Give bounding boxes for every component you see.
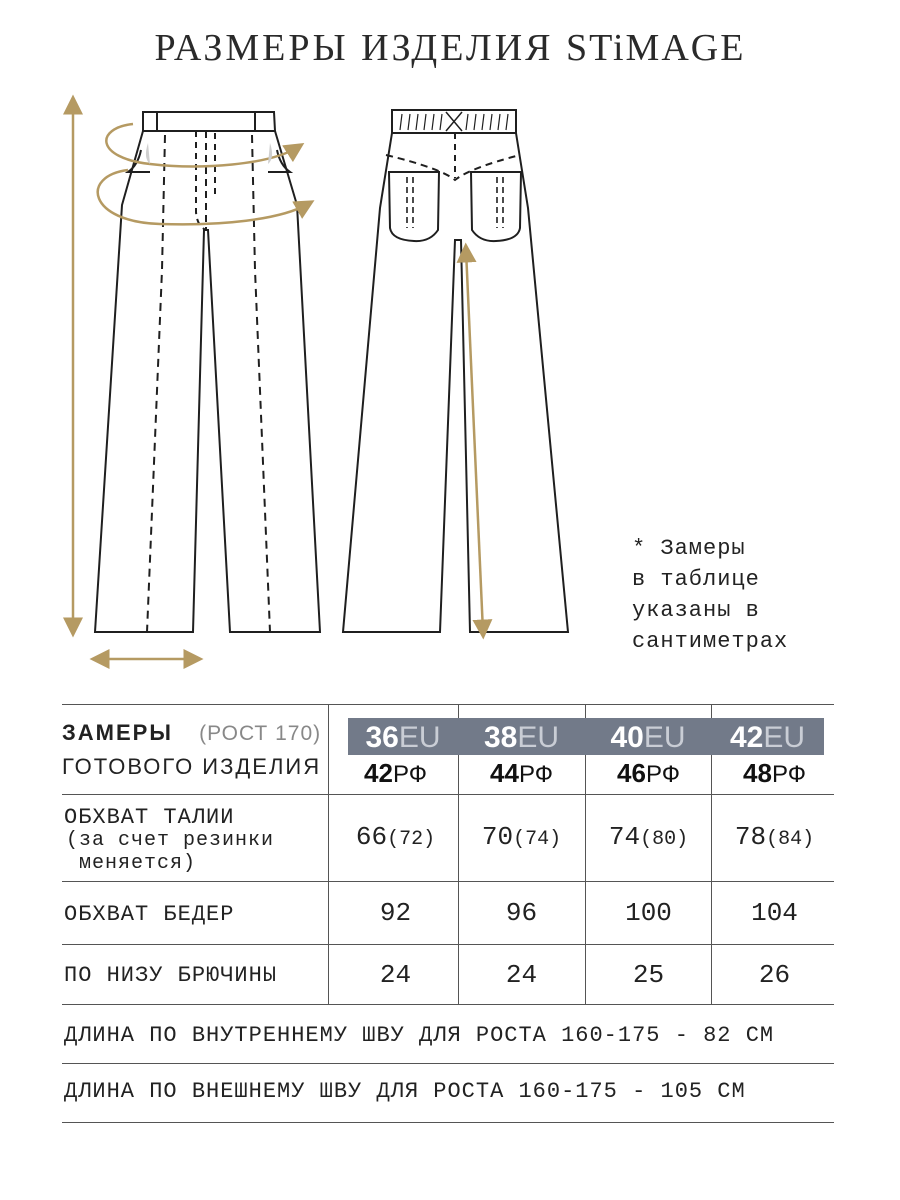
table-divider: [62, 704, 834, 705]
outseam-length-note: ДЛИНА ПО ВНЕШНЕМУ ШВУ ДЛЯ РОСТА 160-175 - 105 СМ: [64, 1079, 746, 1104]
table-cell: 104: [751, 898, 798, 928]
table-cell: 24: [379, 960, 412, 990]
table-cell: 100: [625, 898, 672, 928]
eu-suffix: EU: [517, 721, 560, 754]
rf-size: 46: [617, 758, 646, 788]
table-cell: [333, 822, 458, 852]
measurement-note: [632, 533, 788, 657]
front-measure-arrows: [73, 102, 308, 659]
value-alt: (84): [766, 828, 815, 851]
table-cell: [586, 822, 711, 852]
table-cell: [712, 822, 837, 852]
back-trousers-illustration: [343, 110, 568, 632]
note-line: в таблице: [632, 567, 760, 592]
row-label-hem: ПО НИЗУ БРЮЧИНЫ: [64, 963, 278, 988]
size-header-rf: [712, 758, 837, 789]
eu-size: 42: [729, 721, 764, 754]
table-divider: [62, 1122, 834, 1123]
value-main: 74: [608, 822, 641, 852]
rf-size: 48: [743, 758, 772, 788]
rf-suffix: РФ: [392, 761, 427, 788]
value-main: 66: [355, 822, 388, 852]
rf-size: 42: [364, 758, 393, 788]
eu-suffix: EU: [398, 721, 441, 754]
eu-suffix: EU: [763, 721, 806, 754]
note-line: указаны в: [632, 598, 760, 623]
title-text: РАЗМЕРЫ ИЗДЕЛИЯ: [154, 27, 554, 69]
row-label-line: (за счет резинки: [66, 829, 275, 852]
size-header-rf: [586, 758, 711, 789]
table-cell: [459, 822, 584, 852]
table-col-divider: [328, 704, 329, 1004]
eu-size: 36: [365, 721, 399, 754]
table-head-label: [62, 720, 321, 747]
measurements-label: ЗАМЕРЫ: [62, 720, 173, 745]
eu-size: 40: [610, 721, 644, 754]
size-header-rf: [459, 758, 584, 789]
size-header-eu: [348, 718, 458, 755]
table-cell: 26: [758, 960, 791, 990]
table-divider: [62, 881, 834, 882]
table-cell: 96: [505, 898, 538, 928]
table-cell: 92: [379, 898, 412, 928]
value-alt: (80): [640, 828, 689, 851]
row-label-line: ОБХВАТ ТАЛИИ: [64, 805, 235, 830]
value-main: 70: [481, 822, 514, 852]
rf-suffix: РФ: [771, 761, 806, 788]
row-label-waist: [64, 806, 274, 875]
note-line: * Замеры: [632, 536, 746, 561]
size-header-rf: [333, 758, 458, 789]
rf-suffix: РФ: [645, 761, 680, 788]
size-header-eu: [458, 718, 585, 755]
finished-product-label: ГОТОВОГО ИЗДЕЛИЯ: [62, 754, 322, 779]
note-line: сантиметрах: [632, 629, 789, 654]
value-alt: (72): [387, 828, 436, 851]
front-trousers-illustration: [95, 112, 320, 632]
table-cell: 24: [505, 960, 538, 990]
table-divider: [62, 794, 834, 795]
rf-suffix: РФ: [518, 761, 553, 788]
table-cell: 25: [632, 960, 665, 990]
table-divider: [62, 944, 834, 945]
table-divider: [62, 1063, 834, 1064]
size-header-eu: [711, 718, 824, 755]
eu-suffix: EU: [643, 721, 686, 754]
eu-size: 38: [483, 721, 518, 754]
value-main: 78: [734, 822, 767, 852]
row-label-line: меняется): [66, 852, 197, 875]
value-alt: (74): [513, 828, 562, 851]
inseam-length-note: ДЛИНА ПО ВНУТРЕННЕМУ ШВУ ДЛЯ РОСТА 160-175 - 82 СМ: [64, 1023, 775, 1048]
rf-size: 44: [490, 758, 519, 788]
row-label-hips: ОБХВАТ БЕДЕР: [64, 902, 235, 927]
table-divider: [62, 1004, 834, 1005]
brand-name: STiMAGE: [565, 27, 746, 69]
size-header-eu: [585, 718, 711, 755]
height-label: (РОСТ 170): [199, 722, 322, 745]
